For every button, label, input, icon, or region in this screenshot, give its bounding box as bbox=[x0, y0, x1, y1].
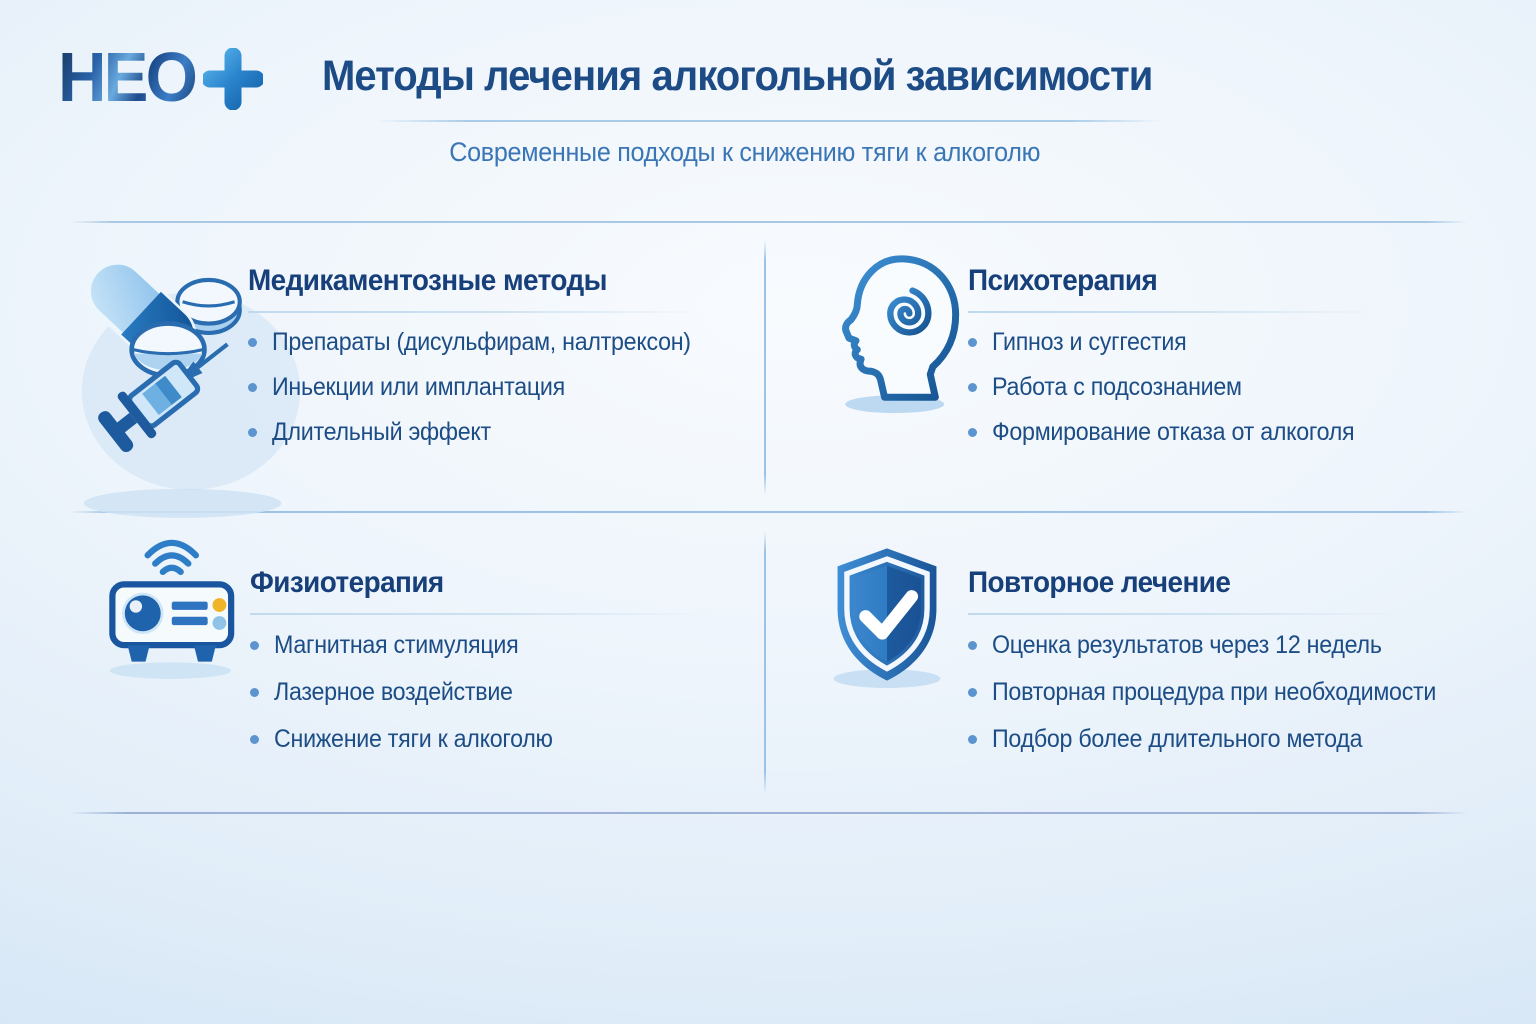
list-item-text: Иньекции или имплантация bbox=[272, 373, 565, 401]
list-item bbox=[250, 622, 720, 669]
list-item bbox=[968, 410, 1438, 455]
section-medication bbox=[248, 264, 718, 455]
list-item-text: Препараты (дисульфирам, налтрексон) bbox=[272, 328, 691, 356]
list-item bbox=[250, 669, 720, 716]
list-item-text: Формирование отказа от алкоголя bbox=[992, 418, 1355, 446]
bullet-dot bbox=[968, 428, 977, 437]
bullet-dot bbox=[968, 688, 977, 697]
bullet-dot bbox=[250, 641, 259, 650]
section-divider bbox=[248, 311, 706, 313]
section-divider bbox=[968, 311, 1376, 313]
bullet-dot bbox=[968, 383, 977, 392]
horizontal-divider-top bbox=[70, 221, 1468, 223]
list-item-text: Работа с подсознанием bbox=[992, 373, 1242, 401]
bullet-dot bbox=[968, 735, 977, 744]
page-subtitle bbox=[322, 137, 1167, 168]
vertical-divider-row2 bbox=[764, 531, 766, 793]
list-item bbox=[968, 622, 1438, 669]
section-title-text: Физиотерапия bbox=[250, 566, 444, 599]
list-item-text: Лазерное воздействие bbox=[274, 678, 513, 706]
bullet-list bbox=[968, 622, 1438, 763]
section-title-text: Медикаментозные методы bbox=[248, 264, 607, 297]
section-divider bbox=[250, 613, 705, 615]
bullet-list bbox=[250, 622, 720, 763]
section-title-text: Повторное лечение bbox=[968, 566, 1231, 599]
section-title bbox=[250, 566, 720, 600]
bullet-list bbox=[968, 320, 1438, 455]
bullet-dot bbox=[248, 383, 257, 392]
list-item bbox=[248, 410, 718, 455]
shield-check-icon bbox=[820, 543, 954, 690]
horizontal-divider-bottom bbox=[70, 812, 1468, 814]
section-title bbox=[968, 264, 1438, 298]
list-item bbox=[248, 365, 718, 410]
page-title bbox=[322, 52, 1222, 101]
section-divider bbox=[968, 613, 1401, 615]
bullet-dot bbox=[968, 641, 977, 650]
plus-icon bbox=[203, 48, 263, 110]
list-item bbox=[968, 365, 1438, 410]
bullet-dot bbox=[248, 338, 257, 347]
list-item-text: Гипноз и суггестия bbox=[992, 328, 1187, 356]
bullet-dot bbox=[248, 428, 257, 437]
section-title bbox=[248, 264, 718, 298]
list-item-text: Оценка результатов через 12 недель bbox=[992, 631, 1382, 659]
section-title bbox=[968, 566, 1438, 600]
section-repeat-treatment bbox=[968, 566, 1438, 763]
list-item bbox=[250, 716, 720, 763]
list-item-text: Снижение тяги к алкоголю bbox=[274, 725, 553, 753]
page-title-text: Методы лечения алкогольной зависимости bbox=[322, 52, 1153, 100]
page-subtitle-text: Современные подходы к снижению тяги к алкоголю bbox=[449, 137, 1040, 167]
head-spiral-icon bbox=[826, 250, 966, 415]
list-item bbox=[968, 669, 1438, 716]
title-divider bbox=[375, 120, 1163, 122]
list-item-text: Длительный эффект bbox=[272, 418, 491, 446]
list-item-text: Магнитная стимуляция bbox=[274, 631, 519, 659]
bullet-dot bbox=[968, 338, 977, 347]
section-title-text: Психотерапия bbox=[968, 264, 1158, 297]
signal-waves bbox=[148, 543, 196, 572]
vertical-divider-row1 bbox=[764, 240, 766, 495]
bullet-list bbox=[248, 320, 718, 455]
bullet-dot bbox=[250, 735, 259, 744]
list-item-text: Повторная процедура при необходимости bbox=[992, 678, 1437, 706]
section-physiotherapy bbox=[250, 566, 720, 763]
section-psychotherapy bbox=[968, 264, 1438, 455]
list-item bbox=[968, 716, 1438, 763]
bullet-dot bbox=[250, 688, 259, 697]
logo-text: НЕО bbox=[58, 38, 195, 116]
list-item bbox=[248, 320, 718, 365]
logo bbox=[58, 38, 263, 116]
list-item bbox=[968, 320, 1438, 365]
list-item-text: Подбор более длительного метода bbox=[992, 725, 1363, 753]
therapy-device-icon bbox=[93, 536, 245, 681]
